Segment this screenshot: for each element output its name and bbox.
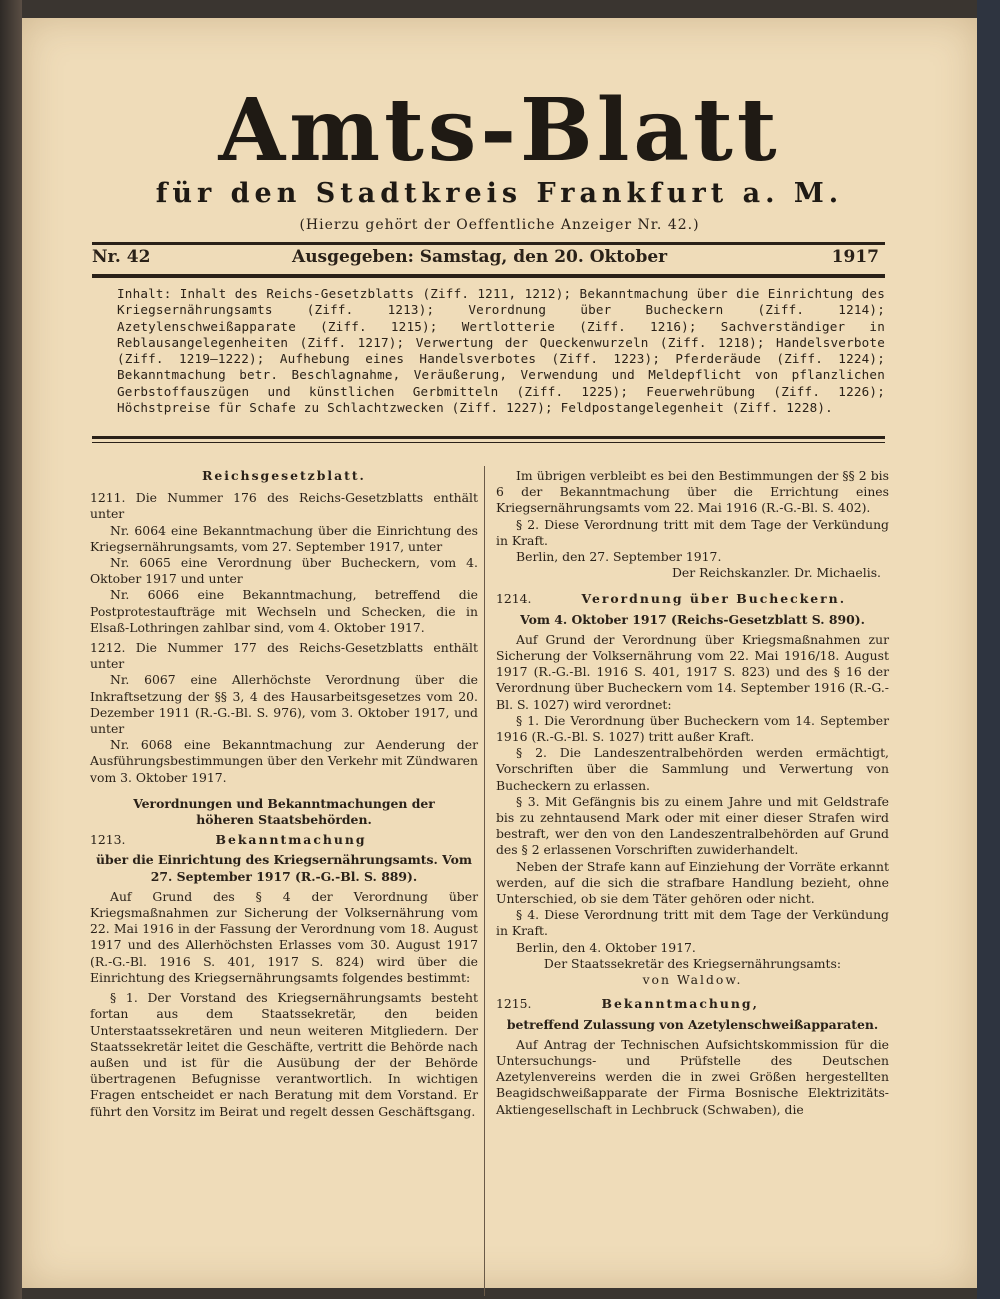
paragraph: Auf Antrag der Technischen Aufsichtskommission für die Untersuchungs- und Prüfstelle des Deutschen Azetylenvereins werden die in zwei Größen hergestellten Beagidschweißapparate der Firma Bosnische Elektrizitäts-Aktiengesellschaft in Lechbruck (Schwaben), die [496,1036,889,1117]
paragraph: § 2. Die Landeszentralbehörden werden ermächtigt, Vorschriften über die Sammlung und Verwertung von Bucheckern zu erlassen. [496,745,889,793]
paragraph: Neben der Strafe kann auf Einziehung der Vorräte erkannt werden, auf die sich die strafbare Handlung bezieht, ohne Unterschied, ob sie dem Täter gehören oder nicht. [496,858,889,907]
paragraph: Berlin, den 4. Oktober 1917. [516,939,696,955]
entry-title: Verordnung über Bucheckern. [581,591,847,607]
section-heading: Reichsgesetzblatt. [202,468,366,483]
entry-number: 1215. [496,996,532,1012]
entry-heading [496,996,889,1012]
issue-number: Nr. 42 [92,247,151,267]
issue-year: 1917 [831,247,879,267]
entry-heading [90,832,478,848]
paragraph: 1211. Die Nummer 176 des Reichs-Gesetzblatts enthält unter [90,490,478,522]
entry-number: 1213. [90,832,126,848]
book-edge-right [977,0,1000,1299]
paragraph: Nr. 6064 eine Bekanntmachung über die Einrichtung des Kriegsernährungsamts, vom 27. September 1917, unter [90,522,478,554]
paragraph: Nr. 6068 eine Bekanntmachung zur Aenderung der Ausführungsbestimmungen über den Verkehr mit Zündwaren vom 3. Oktober 1917. [90,737,478,785]
paragraph: Nr. 6065 eine Verordnung über Bucheckern, vom 4. Oktober 1917 und unter [90,555,478,587]
paragraph: § 3. Mit Gefängnis bis zu einem Jahre und mit Geldstrafe bis zu zehntausend Mark oder mit einer dieser Strafen wird bestraft, wer den von den Landeszentralbehörden auf Grund des § 2 erlassenen Vorschriften zuwiderhandelt. [496,793,889,858]
entry-subtitle: betreffend Zulassung von Azetylenschweißapparaten. [506,1016,879,1032]
right-column [496,468,889,1118]
paragraph: § 2. Diese Verordnung tritt mit dem Tage der Verkündung in Kraft. [496,516,889,548]
masthead-subtitle: für den Stadtkreis Frankfurt a. M. [155,178,844,209]
paragraph: § 1. Die Verordnung über Bucheckern vom 14. September 1916 (R.-G.-Bl. S. 1027) tritt außer Kraft. [496,712,889,745]
entry-subtitle: über die Einrichtung des Kriegsernährungsamts. Vom 27. September 1917 (R.-G.-Bl. S. 889). [96,852,472,884]
paragraph: Auf Grund der Verordnung über Kriegsmaßnahmen zur Sicherung der Volksernährung vom 22. Mai 1916/18. August 1917 (R.-G.-Bl. 1916 S. 401, 1917 S. 823) und des § 16 der Verordnung über Bucheckern vom 14. September 1916 (R.-G.-Bl. S. 1027) wird verordnet: [496,631,889,712]
paragraph: Berlin, den 27. September 1917. [516,549,722,565]
book-binding-left [0,0,22,1299]
divider-rule [92,436,885,439]
issue-line [92,247,885,271]
entry-heading [496,591,889,607]
paragraph: Nr. 6066 eine Bekanntmachung, betreffend die Postprotestaufträge mit Wechseln und Schecken, die in Elsaß-Lothringen zahlbar sind, vom 4. Oktober 1917. [90,587,478,635]
paragraph: Auf Grund des § 4 der Verordnung über Kriegsmaßnahmen zur Sicherung der Volksernährung vom 22. Mai 1916 in der Fassung der Verordnung vom 18. August 1917 und des Allerhöchsten Erlasses vom 30. August 1917 (R.-G.-Bl. 1916 S. 401, 1917 S. 824) wird über die Einrichtung des Kriegsernährungsamts folgendes bestimmt: [90,888,478,985]
divider-rule [92,442,885,443]
masthead-title: Amts-Blatt [218,80,781,181]
section-heading: Verordnungen und Bekanntmachungen der höheren Staatsbehörden. [133,795,435,828]
paragraph: § 1. Der Vorstand des Kriegsernährungsamts besteht fortan aus dem Staatssekretär, den beiden Unterstaatssekretären und neun weiteren Mitgliedern. Der Staatssekretär leitet die Geschäfte, vertritt die Behörde nach außen und ist für die Ausübung der der Behörde übertragenen Befugnisse verantwortlich. In wichtigen Fragen entscheidet er nach Beratung mit dem Vorstand. Er führt den Vorsitz im Beirat und regelt dessen Geschäftsgang. [90,990,478,1119]
column-separator [484,466,485,1296]
signature: Der Staatssekretär des Kriegsernährungsamts: [543,955,842,971]
signature: Der Reichskanzler. Dr. Michaelis. [671,565,881,581]
divider-rule [92,274,885,278]
signature: von Waldow. [642,972,743,988]
gazette-page [22,18,977,1288]
entry-title: Bekanntmachung, [601,996,759,1012]
left-column [90,468,478,1120]
paragraph: § 4. Diese Verordnung tritt mit dem Tage der Verkündung in Kraft. [496,907,889,939]
masthead-note: (Hierzu gehört der Oeffentliche Anzeiger Nr. 42.) [299,217,700,233]
entry-title: Bekanntmachung [215,832,367,848]
divider-rule [92,242,885,245]
paragraph: 1212. Die Nummer 177 des Reichs-Gesetzblatts enthält unter [90,640,478,672]
paragraph: Im übrigen verbleibt es bei den Bestimmungen der §§ 2 bis 6 der Bekanntmachung über die Errichtung eines Kriegsernährungsamts vom 22. Mai 1916 (R.-G.-Bl. S. 402). [496,468,889,516]
entry-number: 1214. [496,591,532,607]
contents-summary: Inhalt: Inhalt des Reichs-Gesetzblatts (Ziff. 1211, 1212); Bekanntmachung über die Einrichtung des Kriegsernährungsamts (Ziff. 1213); Verordnung über Bucheckern (Ziff. 1214); Azetylenschweißapparate (Ziff. 1215); Wertlotterie (Ziff. 1216); Sachverständiger in Reblausangelegenheiten (Ziff. 1217); Verwertung der Queckenwurzeln (Ziff. 1218); Handelsverbote (Ziff. 1219—1222); Aufhebung eines Handelsverbotes (Ziff. 1223); Pferderäude (Ziff. 1224); Bekanntmachung betr. Beschlagnahme, Veräußerung, Verwendung und Meldepflicht von pflanzlichen Gerbstoffauszügen und künstlichen Gerbmitteln (Ziff. 1225); Feuerwehrübung (Ziff. 1226); Höchstpreise für Schafe zu Schlachtzwecken (Ziff. 1227); Feldpostangelegenheit (Ziff. 1228). [117,286,885,416]
issue-date: Ausgegeben: Samstag, den 20. Oktober [292,247,668,267]
entry-subtitle: Vom 4. Oktober 1917 (Reichs-Gesetzblatt S. 890). [520,611,865,627]
paragraph: Nr. 6067 eine Allerhöchste Verordnung über die Inkraftsetzung der §§ 3, 4 des Hausarbeitsgesetzes vom 20. Dezember 1911 (R.-G.-Bl. S. 976), vom 3. Oktober 1917, und unter [90,672,478,737]
